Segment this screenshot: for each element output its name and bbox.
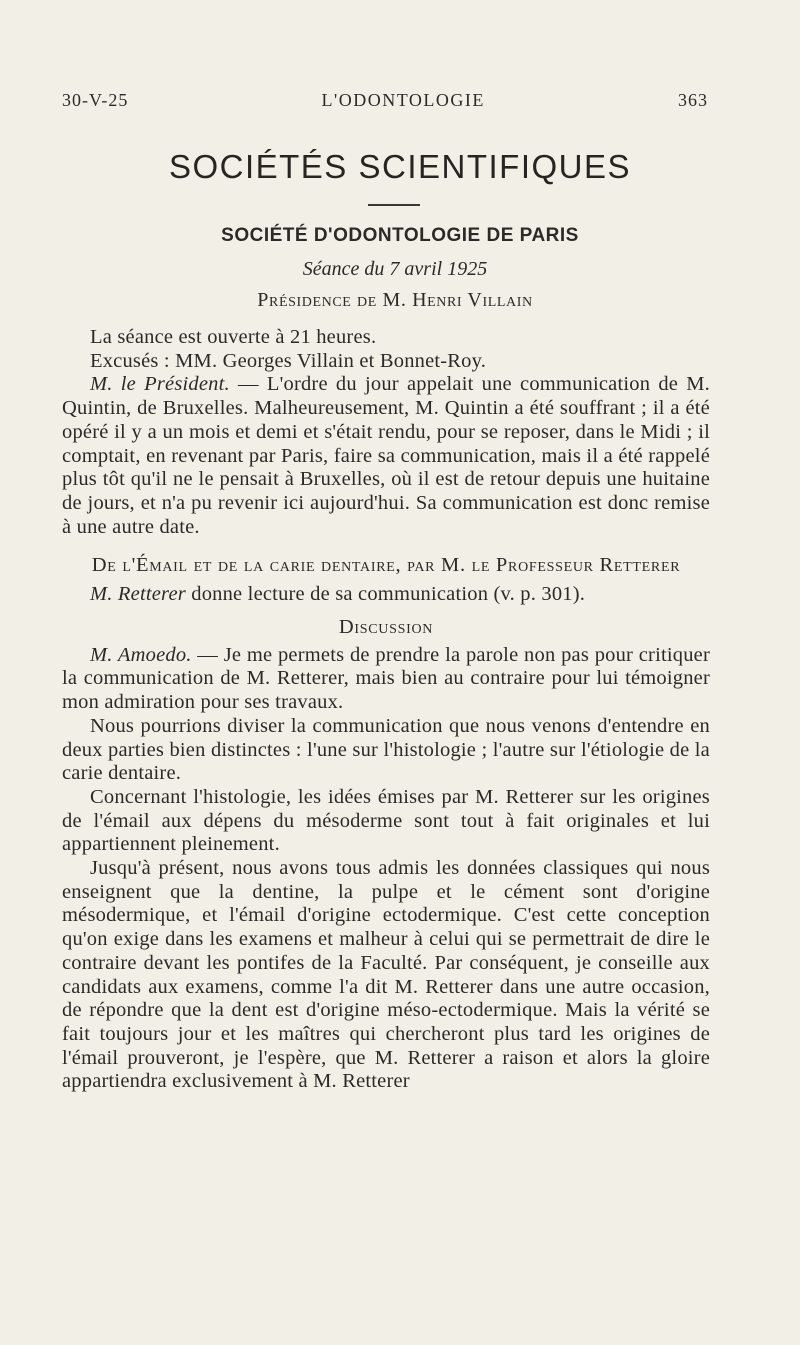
speaker-name: M. le Président.	[90, 373, 230, 396]
section-paragraph	[62, 583, 710, 607]
page-number: 363	[677, 90, 708, 110]
section-heading: De l'Émail et de la carie dentaire, par M. le Professeur Retterer	[91, 554, 681, 577]
discussion-paragraph: Nous pourrions diviser la communication que nous venons d'entendre en deux parties bien distinctes : l'une sur l'histologie ; l'autre sur l'étiologie de la carie dentaire.	[62, 714, 710, 785]
discussion-paragraph	[62, 644, 710, 715]
seance-date: Séance du 7 avril 1925	[302, 258, 488, 280]
speaker-name: M. Retterer	[90, 583, 186, 606]
society-heading: SOCIÉTÉ D'ODONTOLOGIE DE PARIS	[221, 225, 579, 246]
discussion-heading: Discussion	[338, 616, 434, 639]
paragraph-text: — Je me permets de prendre la parole non pas pour critiquer la communication de M. Retterer, mais bien au contraire pour lui témoigner mon admiration pour ses travaux.	[62, 643, 710, 714]
president-paragraph	[62, 373, 710, 539]
presidence-line: Présidence de M. Henri Villain	[257, 289, 533, 311]
title-divider	[368, 204, 420, 206]
opening-line: La séance est ouverte à 21 heures.	[90, 326, 377, 348]
excuses-line: Excusés : MM. Georges Villain et Bonnet-Roy.	[90, 349, 487, 372]
discussion-paragraph: Jusqu'à présent, nous avons tous admis les données classiques qui nous enseignent que la dentine, la pulpe et le cément sont d'origine mésodermique, et l'émail d'origine ectodermique. C'est cette conception qu'on exige dans les examens et malheur à celui qui se permettrait de dire le contraire devant les pontifes de la Faculté. Par conséquent, je conseille aux candidats aux examens, comme l'a dit M. Retterer dans une autre occasion, de répondre que la dent est d'origine méso-ectodermique. Mais la vérité se fait toujours jour et les maîtres qui chercheront plus tard les origines de l'émail prouveront, je l'espère, que M. Retterer a raison et alors la gloire appartiendra exclusivement à M. Retterer	[62, 857, 710, 1093]
article-body	[62, 326, 710, 1094]
discussion-paragraph: Concernant l'histologie, les idées émises par M. Retterer sur les origines de l'émail aux dépens du mésoderme sont tout à fait originales et lui appartiennent pleinement.	[62, 785, 710, 856]
journal-name: L'ODONTOLOGIE	[321, 90, 485, 110]
running-header	[62, 90, 708, 111]
paragraph-text: donne lecture de sa communication (v. p. 301).	[185, 583, 586, 606]
issue-date: 30-V-25	[62, 90, 129, 110]
speaker-name: M. Amoedo.	[90, 643, 192, 666]
paragraph-text: — L'ordre du jour appelait une communication de M. Quintin, de Bruxelles. Malheureusement, M. Quintin a été souffrant ; il a été opéré il y a un mois et demi et s'était rendu, pour se reposer, dans le Midi ; il comptait, en revenant par Paris, faire sa communication, mais il a été rappelé plus tôt qu'il ne le pensait à Bruxelles, où il est de retour depuis une huitaine de jours, et n'a pu revenir ici aujourd'hui. Sa communication est donc remise à une autre date.	[62, 373, 710, 538]
page-title: SOCIÉTÉS SCIENTIFIQUES	[168, 148, 632, 185]
